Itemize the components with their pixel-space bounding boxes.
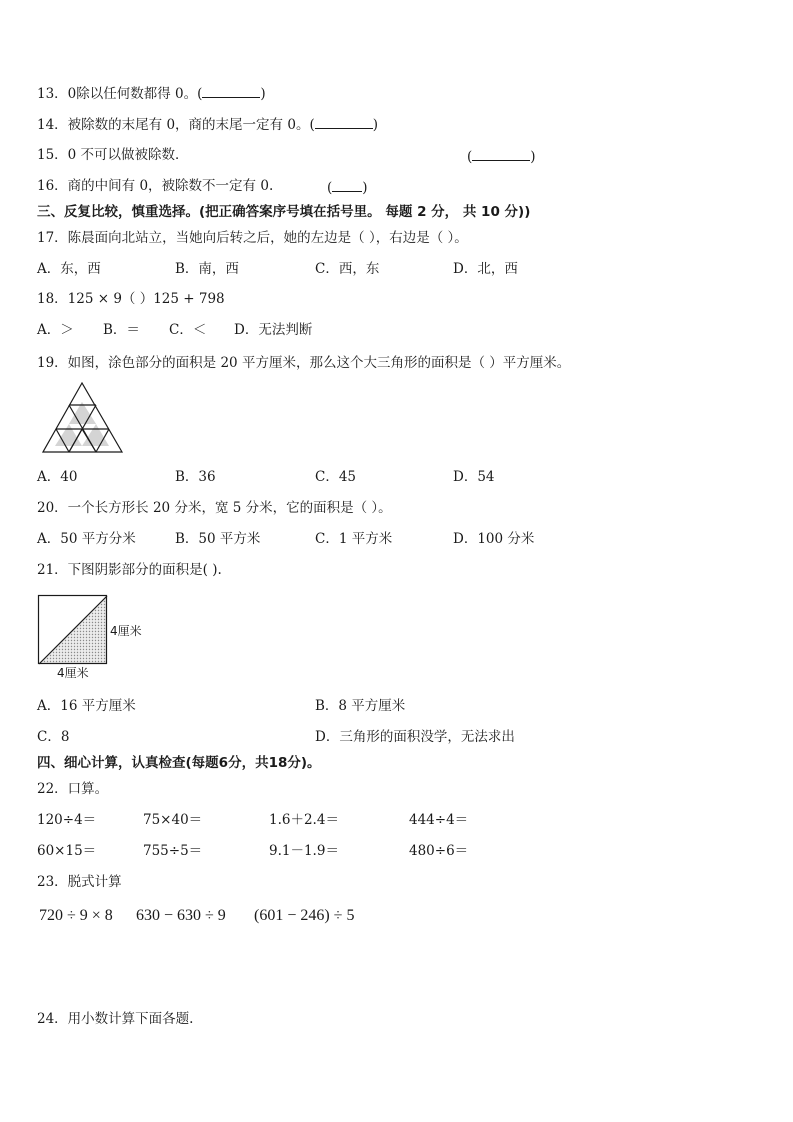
oral-calc-8: 480÷6＝ bbox=[409, 843, 469, 859]
question-23-text: 23．脱式计算 bbox=[37, 874, 122, 890]
question-20-text: 20．一个长方形长 20 分米，宽 5 分米，它的面积是（ ）。 bbox=[37, 500, 392, 516]
question-15-answer bbox=[467, 146, 536, 166]
question-19-options bbox=[37, 468, 597, 486]
option-b[interactable]: B．8 平方厘米 bbox=[315, 698, 406, 714]
question-21-text: 21．下图阴影部分的面积是( ). bbox=[37, 562, 222, 578]
question-13-text: 13．0除以任何数都得 0。( bbox=[37, 86, 203, 102]
option-b[interactable]: B．50 平方米 bbox=[175, 531, 261, 547]
close-paren: ) bbox=[372, 117, 378, 133]
question-24-text: 24．用小数计算下面各题. bbox=[37, 1011, 194, 1027]
oral-calc-7: 9.1－1.9＝ bbox=[269, 843, 339, 859]
open-paren: ( bbox=[327, 180, 333, 196]
answer-blank-16[interactable] bbox=[332, 177, 362, 192]
oral-calc-3: 1.6＋2.4＝ bbox=[269, 812, 339, 828]
option-a[interactable]: A．50 平方分米 bbox=[37, 531, 136, 547]
oral-calc-6: 755÷5＝ bbox=[143, 843, 203, 859]
option-b[interactable]: B．南，西 bbox=[175, 261, 239, 277]
question-17-text: 17．陈晨面向北站立，当她向后转之后，她的左边是（ ），右边是（ ）。 bbox=[37, 230, 468, 246]
triangle-figure bbox=[42, 382, 126, 454]
oral-calc-5: 60×15＝ bbox=[37, 843, 97, 859]
option-c[interactable]: C．西，东 bbox=[315, 261, 380, 277]
question-13 bbox=[37, 83, 266, 103]
answer-blank-13[interactable] bbox=[202, 83, 260, 98]
close-paren: ) bbox=[362, 180, 368, 196]
expr-3: (601 − 246) ÷ 5 bbox=[254, 907, 355, 924]
option-c[interactable]: C．1 平方米 bbox=[315, 531, 393, 547]
answer-blank-15[interactable] bbox=[472, 146, 530, 161]
option-a[interactable]: A．＞ bbox=[37, 322, 74, 338]
open-paren: ( bbox=[467, 149, 473, 165]
question-15-text: 15．0 不可以做被除数． bbox=[37, 147, 189, 163]
question-18-options bbox=[37, 321, 597, 339]
close-paren: ) bbox=[530, 149, 536, 165]
option-c[interactable]: C．＜ bbox=[169, 322, 207, 338]
oral-calc-2: 75×40＝ bbox=[143, 812, 203, 828]
answer-blank-14[interactable] bbox=[315, 114, 373, 129]
question-19-text: 19．如图，涂色部分的面积是 20 平方厘米，那么这个大三角形的面积是（ ）平方厘米。 bbox=[37, 355, 571, 371]
option-c[interactable]: C．8 bbox=[37, 729, 70, 745]
close-paren: ) bbox=[260, 86, 266, 102]
question-20-options bbox=[37, 530, 597, 548]
question-21-options-row1 bbox=[37, 697, 597, 715]
expr-1: 720 ÷ 9 × 8 bbox=[39, 907, 113, 924]
question-18-text: 18．125 × 9（ ）125 + 798 bbox=[37, 291, 225, 307]
square-figure bbox=[37, 594, 109, 666]
label-height: 4厘米 bbox=[110, 624, 142, 638]
question-14 bbox=[37, 114, 378, 134]
question-16-text: 16．商的中间有 0，被除数不一定有 0. bbox=[37, 178, 274, 194]
option-a[interactable]: A．东，西 bbox=[37, 261, 101, 277]
option-c[interactable]: C．45 bbox=[315, 469, 357, 485]
oral-calc-4: 444÷4＝ bbox=[409, 812, 469, 828]
option-a[interactable]: A．40 bbox=[37, 469, 78, 485]
oral-calc-1: 120÷4＝ bbox=[37, 812, 97, 828]
question-16-answer bbox=[327, 177, 368, 197]
option-b[interactable]: B．＝ bbox=[103, 322, 140, 338]
option-d[interactable]: D．三角形的面积没学，无法求出 bbox=[315, 729, 515, 745]
question-15 bbox=[37, 146, 189, 164]
option-d[interactable]: D．100 分米 bbox=[453, 531, 535, 547]
option-d[interactable]: D．无法判断 bbox=[234, 322, 313, 338]
expr-2: 630 − 630 ÷ 9 bbox=[136, 907, 226, 924]
section-4-title: 四、细心计算，认真检查(每题6分，共18分)。 bbox=[37, 755, 321, 771]
question-14-text: 14．被除数的末尾有 0，商的末尾一定有 0。( bbox=[37, 117, 315, 133]
section-3-title: 三、反复比较，慎重选择。(把正确答案序号填在括号里。 每题 2 分， 共 10 分)) bbox=[37, 204, 531, 220]
option-a[interactable]: A．16 平方厘米 bbox=[37, 698, 136, 714]
option-d[interactable]: D．54 bbox=[453, 469, 495, 485]
label-width: 4厘米 bbox=[57, 666, 89, 680]
question-17-options bbox=[37, 260, 597, 278]
question-22-text: 22．口算。 bbox=[37, 781, 109, 797]
question-21-options-row2 bbox=[37, 728, 597, 746]
option-d[interactable]: D．北，西 bbox=[453, 261, 518, 277]
option-b[interactable]: B．36 bbox=[175, 469, 216, 485]
question-16 bbox=[37, 177, 273, 195]
